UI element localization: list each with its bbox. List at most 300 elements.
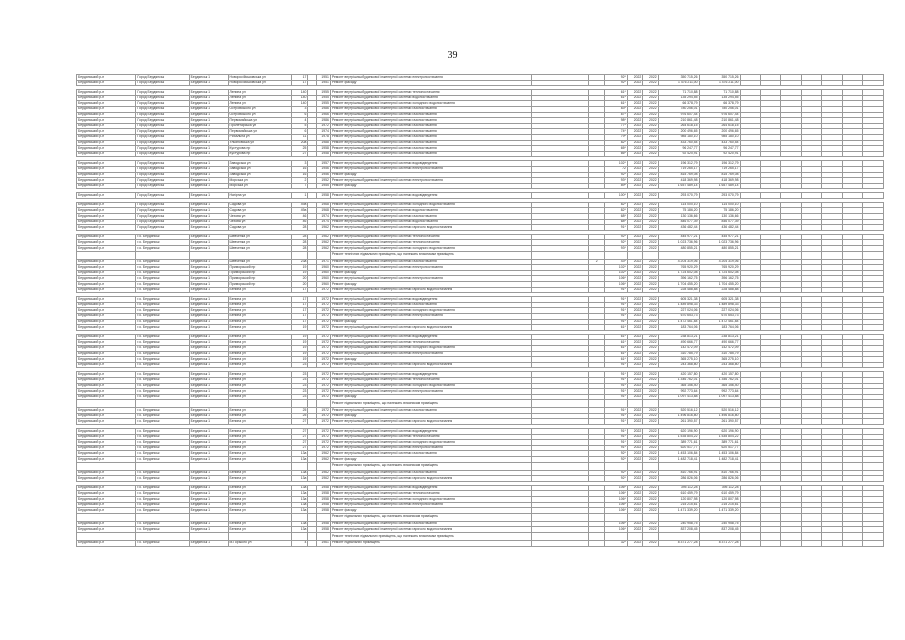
- table-cell: Ремонт внутрішньобудинкової інженерної системи водовідведення: [330, 297, 531, 303]
- table-cell: 2022: [627, 276, 642, 282]
- table-cell: 418 369,98: [658, 178, 699, 184]
- table-cell: Ремонт внутрішньобудинкової інженерної системи гарячого водопостачання: [330, 419, 531, 425]
- table-cell: 2022: [643, 308, 658, 314]
- table-cell: Садова ул: [228, 202, 291, 208]
- table-cell: Бердянський р-н: [77, 106, 136, 112]
- table-cell: 2022: [643, 345, 658, 351]
- empty-cell: [740, 540, 760, 546]
- table-cell: Бердянський р-н: [77, 476, 136, 482]
- table-cell: [627, 400, 642, 408]
- table-cell: Ремонт внутрішньобудинкової інженерної системи водопостачання: [330, 95, 531, 101]
- table-cell: 2022: [643, 270, 658, 276]
- table-cell: 46: [292, 219, 308, 225]
- table-cell: 46: [292, 214, 308, 220]
- table-cell: 75 186,20: [699, 208, 740, 214]
- table-cell: Бенина ул: [228, 508, 291, 514]
- table-cell: [627, 251, 642, 259]
- table-cell: 227 024,06: [699, 308, 740, 314]
- table-cell: 92*: [605, 172, 628, 178]
- table-cell: Ремонт внутрішньобудинкової інженерної системи електропостачання: [330, 389, 531, 395]
- table-cell: 605 321,38: [699, 297, 740, 303]
- empty-cell: [863, 462, 884, 470]
- table-cell: 140: [292, 101, 308, 107]
- table-cell: 1 535 804,22: [699, 434, 740, 440]
- table-cell: 264 618,15: [699, 123, 740, 129]
- table-cell: Бердянський р-н: [77, 357, 136, 363]
- table-cell: 13а: [292, 451, 308, 457]
- table-cell: 61*: [605, 95, 628, 101]
- table-cell: 28: [292, 234, 308, 240]
- table-cell: Заводська ул: [228, 172, 291, 178]
- table-cell: Бенина ул: [228, 340, 291, 346]
- empty-cell: [842, 462, 862, 470]
- table-cell: 140: [292, 90, 308, 96]
- table-cell: 27: [292, 429, 308, 435]
- table-cell: Новоросійськовська ул: [228, 80, 291, 86]
- table-cell: [531, 513, 588, 521]
- table-cell: Ремонт фасаду: [330, 508, 531, 514]
- table-cell: 1958: [316, 497, 330, 503]
- table-cell: [658, 532, 699, 540]
- table-cell: 1972: [316, 123, 330, 129]
- table-cell: Бердянський р-н: [77, 178, 136, 184]
- table-cell: Кустурова пр: [228, 151, 291, 157]
- table-cell: 365 156,40: [658, 383, 699, 389]
- empty-cell: [740, 513, 760, 521]
- table-cell: 992 773,64: [699, 389, 740, 395]
- table-cell: 436 482,44: [699, 225, 740, 231]
- table-cell: г.о. Бердянськ: [136, 429, 189, 435]
- table-cell: г.о. Бердянськ: [136, 521, 189, 527]
- table-cell: 2022: [643, 240, 658, 246]
- table-cell: Бердянськ 1: [189, 276, 228, 282]
- table-cell: 1 472 461,84: [658, 319, 699, 325]
- empty-cell: [781, 540, 801, 546]
- table-cell: [658, 251, 699, 259]
- table-cell: 27: [292, 445, 308, 451]
- table-cell: Бенина ул: [228, 287, 291, 293]
- table-cell: 1955: [316, 90, 330, 96]
- table-cell: Бердянськ 1: [189, 166, 228, 172]
- table-cell: Бенина ул: [228, 419, 291, 425]
- table-cell: Бердянськ 1: [189, 502, 228, 508]
- table-cell: Шевченка ул: [228, 240, 291, 246]
- table-body: [77, 75, 884, 547]
- table-cell: 120 807,98: [699, 497, 740, 503]
- empty-cell: [863, 400, 884, 408]
- table-cell: Бердянський р-н: [77, 225, 136, 231]
- table-cell: 261 390,57: [658, 419, 699, 425]
- table-cell: 2022: [643, 451, 658, 457]
- table-cell: Бердянськ 1: [189, 308, 228, 314]
- table-cell: 1972: [316, 445, 330, 451]
- table-cell: 2022: [643, 497, 658, 503]
- table-cell: 240 958,75: [658, 521, 699, 527]
- table-cell: Город Бердянськ: [136, 151, 189, 157]
- table-cell: 28: [292, 246, 308, 252]
- table-cell: 1960: [316, 282, 330, 288]
- table-cell: 1972: [316, 340, 330, 346]
- table-cell: 389 771,61: [658, 440, 699, 446]
- table-cell: Город Бердянськ: [136, 219, 189, 225]
- table-cell: 61*: [605, 340, 628, 346]
- table-cell: 2022: [643, 106, 658, 112]
- table-cell: 61*: [605, 357, 628, 363]
- table-cell: Ремонт внутрішньобудинкової інженерної системи холодного водопостачання: [330, 246, 531, 252]
- table-cell: 2022: [627, 413, 642, 419]
- table-cell: 3: [292, 106, 308, 112]
- table-cell: 6: [292, 129, 308, 135]
- table-cell: Островського ул: [228, 112, 291, 118]
- table-cell: 238 813,21: [658, 334, 699, 340]
- table-cell: 1968: [316, 202, 330, 208]
- table-cell: 83*: [605, 106, 628, 112]
- table-cell: Бенина ул: [228, 451, 291, 457]
- table-cell: 2022: [643, 502, 658, 508]
- table-cell: Ремонт внутрішньобудинкової інженерної системи газопостачання: [330, 134, 531, 140]
- table-cell: 200 496,65: [658, 129, 699, 135]
- table-cell: [77, 400, 136, 408]
- table-cell: 2022: [627, 451, 642, 457]
- table-cell: 2022: [643, 134, 658, 140]
- table-cell: 2: [588, 259, 604, 265]
- table-cell: [531, 400, 588, 408]
- table-cell: 106*: [605, 485, 628, 491]
- table-cell: 17: [292, 308, 308, 314]
- table-cell: 395 112,28: [658, 485, 699, 491]
- table-cell: Бердянськ 1: [189, 527, 228, 533]
- table-cell: 91*: [605, 302, 628, 308]
- table-cell: г.о. Бердянськ: [136, 389, 189, 395]
- table-cell: 1972: [316, 357, 330, 363]
- table-cell: 2022: [643, 151, 658, 157]
- table-cell: 91*: [605, 389, 628, 395]
- table-cell: 196 312,79: [658, 161, 699, 167]
- table-cell: 2022: [627, 502, 642, 508]
- table-cell: Ремонт внутрішньобудинкової інженерної системи водопостачання: [330, 208, 531, 214]
- table-cell: 2022: [643, 101, 658, 107]
- table-cell: 350 715,26: [699, 75, 740, 81]
- table-cell: Бердянськ 1: [189, 440, 228, 446]
- empty-cell: [842, 540, 862, 546]
- table-cell: 20: [292, 282, 308, 288]
- table-cell: 20а: [292, 140, 308, 146]
- table-cell: 1956: [316, 172, 330, 178]
- table-cell: [588, 400, 604, 408]
- table-cell: Бердянський р-н: [77, 183, 136, 189]
- table-cell: 2022: [627, 429, 642, 435]
- table-cell: 2022: [627, 440, 642, 446]
- table-cell: 2022: [627, 362, 642, 368]
- table-cell: Бердянськ 1: [189, 325, 228, 331]
- table-cell: Бердянськ 1: [189, 95, 228, 101]
- table-cell: 1972: [316, 313, 330, 319]
- table-cell: 2022: [643, 123, 658, 129]
- table-cell: Бердянський р-н: [77, 287, 136, 293]
- table-cell: Ленина ул: [228, 90, 291, 96]
- table-cell: Бердянський р-н: [77, 297, 136, 303]
- table-cell: Бердянський р-н: [77, 193, 136, 199]
- table-cell: 114 000,10: [658, 202, 699, 208]
- table-cell: Бердянський р-н: [77, 527, 136, 533]
- table-cell: Ремонт внутрішньобудинкової інженерної системи теплопостачання: [330, 234, 531, 240]
- table-cell: 670 653,73: [658, 313, 699, 319]
- table-cell: 243 368,80: [658, 362, 699, 368]
- table-cell: 433 760,54: [699, 140, 740, 146]
- table-cell: 98*: [605, 118, 628, 124]
- table-cell: 2022: [643, 297, 658, 303]
- table-cell: 2022: [627, 202, 642, 208]
- table-cell: 96 247,77: [658, 146, 699, 152]
- table-cell: Бердянський р-н: [77, 419, 136, 425]
- table-cell: [643, 400, 658, 408]
- table-cell: 2022: [643, 265, 658, 271]
- table-cell: 2022: [643, 362, 658, 368]
- table-cell: 2022: [643, 161, 658, 167]
- table-cell: 72: [605, 166, 628, 172]
- table-cell: г.о. Бердянськ: [136, 270, 189, 276]
- repair-table-container: [76, 74, 884, 547]
- table-cell: Город Бердянськ: [136, 75, 189, 81]
- table-cell: г.о. Бердянськ: [136, 372, 189, 378]
- table-cell: 13а: [292, 497, 308, 503]
- table-cell: Ремонт внутрішньобудинкової інженерної системи холодного водопостачання: [330, 440, 531, 446]
- table-cell: г.о. Бердянськ: [136, 351, 189, 357]
- table-cell: г.о. Бердянськ: [136, 540, 189, 546]
- table-cell: Город Бердянськ: [136, 112, 189, 118]
- table-cell: 261 390,57: [699, 419, 740, 425]
- table-cell: г.о. Бердянськ: [136, 282, 189, 288]
- table-cell: 1988: [316, 140, 330, 146]
- table-cell: 293 070,79: [699, 193, 740, 199]
- table-cell: 92*: [605, 470, 628, 476]
- table-cell: 2022: [627, 521, 642, 527]
- table-cell: 1986: [316, 106, 330, 112]
- table-cell: Ремонт фасаду: [330, 183, 531, 189]
- table-cell: Садова ул: [228, 208, 291, 214]
- table-cell: 79*: [605, 134, 628, 140]
- table-cell: 286 826,06: [699, 476, 740, 482]
- table-cell: [228, 462, 291, 470]
- table-cell: Ремонт внутрішньобудинкової інженерної системи електропостачання: [330, 166, 531, 172]
- table-cell: г.о. Бердянськ: [136, 383, 189, 389]
- table-cell: [136, 251, 189, 259]
- table-cell: 71 710,88: [699, 90, 740, 96]
- table-cell: 1972: [316, 334, 330, 340]
- table-cell: г.о. Бердянськ: [136, 497, 189, 503]
- table-cell: Город Бердянськ: [136, 90, 189, 96]
- table-cell: Город Бердянськ: [136, 172, 189, 178]
- table-cell: Бердянськ 1: [189, 161, 228, 167]
- table-cell: г.о. Бердянськ: [136, 508, 189, 514]
- table-cell: Чехова ул: [228, 219, 291, 225]
- table-cell: 2022: [627, 106, 642, 112]
- empty-cell: [781, 462, 801, 470]
- table-cell: 670 653,73: [699, 313, 740, 319]
- table-cell: 2022: [643, 219, 658, 225]
- table-cell: Бердянськ 1: [189, 146, 228, 152]
- table-cell: 92*: [605, 476, 628, 482]
- table-cell: 2022: [643, 225, 658, 231]
- table-cell: Бердянський р-н: [77, 502, 136, 508]
- table-cell: 1 482 718,41: [658, 457, 699, 463]
- table-cell: 75 186,20: [658, 208, 699, 214]
- table-cell: 2022: [643, 527, 658, 533]
- table-cell: 106*: [605, 508, 628, 514]
- table-cell: 1958: [316, 151, 330, 157]
- table-cell: Ремонт фасаду: [330, 270, 531, 276]
- table-cell: [627, 462, 642, 470]
- table-cell: 992 773,64: [658, 389, 699, 395]
- empty-cell: [842, 532, 862, 540]
- table-cell: 91*: [605, 413, 628, 419]
- table-cell: 140: [292, 95, 308, 101]
- table-cell: 4 204 319,06: [699, 259, 740, 265]
- table-cell: 2022: [643, 178, 658, 184]
- table-cell: 6: [292, 112, 308, 118]
- table-cell: 620 517,77: [699, 445, 740, 451]
- table-cell: Ремонт внутрішньобудинкової інженерної системи газопостачання: [330, 302, 531, 308]
- table-cell: 2022: [643, 521, 658, 527]
- table-cell: Бердянський р-н: [77, 470, 136, 476]
- table-cell: Город Бердянськ: [136, 178, 189, 184]
- table-cell: 2022: [627, 419, 642, 425]
- table-cell: [531, 540, 588, 546]
- table-cell: 93*: [605, 246, 628, 252]
- empty-cell: [822, 462, 842, 470]
- table-cell: 4: [292, 540, 308, 546]
- table-cell: Город Бердянськ: [136, 106, 189, 112]
- table-cell: 2022: [627, 270, 642, 276]
- table-cell: 976 607,44: [658, 112, 699, 118]
- empty-cell: [781, 251, 801, 259]
- table-cell: 2022: [627, 497, 642, 503]
- table-cell: 91*: [605, 297, 628, 303]
- table-cell: Бенина ул: [228, 470, 291, 476]
- table-cell: 23: [292, 389, 308, 395]
- table-cell: 91*: [605, 308, 628, 314]
- table-cell: г.о. Бердянськ: [136, 491, 189, 497]
- table-cell: 66*: [605, 151, 628, 157]
- table-cell: Бердянськ 1: [189, 80, 228, 86]
- table-cell: [136, 462, 189, 470]
- table-cell: Ремонт внутрішньобудинкової інженерної системи теплопостачання: [330, 434, 531, 440]
- table-cell: Бердянськ 1: [189, 140, 228, 146]
- table-cell: 1 724 602,08: [658, 270, 699, 276]
- table-cell: Бердянськ 1: [189, 178, 228, 184]
- table-cell: Бердянськ 1: [189, 319, 228, 325]
- table-cell: Бердянськ 1: [189, 193, 228, 199]
- table-cell: 1962: [316, 225, 330, 231]
- table-cell: Бердянськ 1: [189, 445, 228, 451]
- empty-cell: [781, 532, 801, 540]
- table-cell: 2022: [627, 308, 642, 314]
- table-cell: Ульяновська ул: [228, 140, 291, 146]
- table-cell: г.о. Бердянськ: [136, 276, 189, 282]
- table-cell: 71 710,88: [658, 90, 699, 96]
- table-cell: 2022: [643, 129, 658, 135]
- table-cell: 1 489 898,33: [699, 302, 740, 308]
- table-row: [77, 540, 884, 546]
- table-cell: Ремонт фасаду: [330, 357, 531, 363]
- table-cell: [588, 532, 604, 540]
- table-cell: 2022: [627, 527, 642, 533]
- table-cell: Бенина ул: [228, 527, 291, 533]
- table-cell: 310 785,79: [699, 351, 740, 357]
- table-cell: 815 769,08: [658, 172, 699, 178]
- table-cell: 27: [292, 434, 308, 440]
- table-cell: Бенина ул: [228, 319, 291, 325]
- empty-cell: [822, 532, 842, 540]
- empty-cell: [760, 400, 780, 408]
- table-cell: 61*: [605, 351, 628, 357]
- table-cell: 765 920,29: [699, 265, 740, 271]
- table-cell: Бердянськ 1: [189, 377, 228, 383]
- table-cell: 20: [292, 276, 308, 282]
- table-cell: Бердянськ 1: [189, 106, 228, 112]
- table-cell: 1 657 489,14: [699, 183, 740, 189]
- table-cell: 23а: [292, 259, 308, 265]
- table-cell: Ремонт фасаду: [330, 80, 531, 86]
- table-cell: Бенина ул: [228, 383, 291, 389]
- table-cell: Бердянський р-н: [77, 134, 136, 140]
- table-cell: 227 024,06: [658, 308, 699, 314]
- table-cell: 2022: [627, 146, 642, 152]
- table-cell: Ремонт внутрішньобудинкової інженерної системи газопостачання: [330, 123, 531, 129]
- table-cell: Пролетарська ул: [228, 123, 291, 129]
- table-cell: 1955: [316, 95, 330, 101]
- table-cell: Город Бердянськ: [136, 208, 189, 214]
- table-cell: 49а: [292, 202, 308, 208]
- table-cell: 25: [292, 146, 308, 152]
- table-cell: 389 771,61: [699, 440, 740, 446]
- table-cell: 2022: [627, 287, 642, 293]
- table-cell: Ремонт внутрішньобудинкової інженерної системи холодного водопостачання: [330, 101, 531, 107]
- table-cell: 2022: [627, 118, 642, 124]
- table-cell: Ремонт внутрішньобудинкової інженерної системи гарячого водопостачання: [330, 476, 531, 482]
- table-cell: г.о. Бердянськ: [136, 325, 189, 331]
- table-cell: 1962: [316, 246, 330, 252]
- table-cell: 196 312,79: [699, 161, 740, 167]
- table-cell: 620 196,90: [699, 429, 740, 435]
- table-cell: Бенина ул: [228, 457, 291, 463]
- table-cell: Ремонт внутрішньобудинкової інженерної системи водовідведення: [330, 429, 531, 435]
- table-cell: [308, 400, 316, 408]
- table-cell: [308, 251, 316, 259]
- table-cell: 28: [292, 240, 308, 246]
- table-cell: Бердянський р-н: [77, 172, 136, 178]
- table-cell: 2022: [643, 508, 658, 514]
- table-cell: 25: [292, 408, 308, 414]
- table-cell: 19: [292, 325, 308, 331]
- table-cell: 396 162,75: [699, 276, 740, 282]
- table-cell: Бердянський р-н: [77, 445, 136, 451]
- table-cell: Заводська ул: [228, 166, 291, 172]
- table-cell: 19: [292, 265, 308, 271]
- table-cell: Бердянськ 1: [189, 112, 228, 118]
- table-cell: 2022: [627, 383, 642, 389]
- table-cell: Первомайська ул: [228, 129, 291, 135]
- table-cell: Бердянський р-н: [77, 118, 136, 124]
- table-cell: Бенина ул: [228, 476, 291, 482]
- table-cell: 19: [292, 345, 308, 351]
- table-cell: [699, 400, 740, 408]
- table-cell: 2022: [643, 146, 658, 152]
- table-cell: 1972: [316, 389, 330, 395]
- table-cell: 1956: [316, 166, 330, 172]
- table-cell: 2022: [627, 345, 642, 351]
- table-cell: Бердянськ 1: [189, 282, 228, 288]
